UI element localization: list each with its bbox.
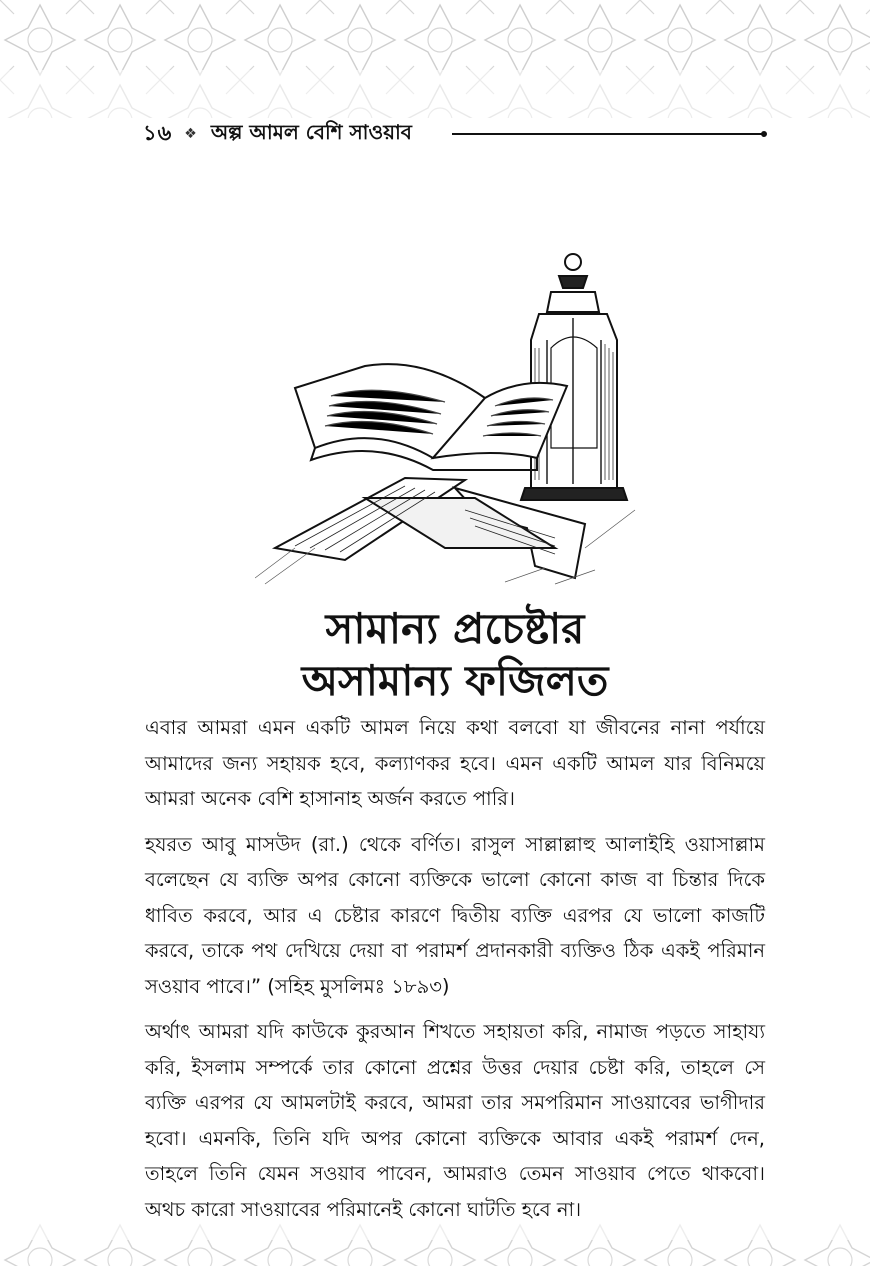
chapter-title	[140, 603, 770, 707]
diamond-icon: ❖	[184, 126, 197, 142]
paragraph-intro: এবার আমরা এমন একটি আমল নিয়ে কথা বলবো যা জীবনের নানা পর্যায়ে আমাদের জন্য সহায়ক হবে, কল্যাণকর হবে। এমন একটি আমল যার বিনিময়ে আমরা অনেক বেশি হাসানাহ অর্জন করতে পারি।	[145, 716, 765, 810]
running-title: অল্প আমল বেশি সাওয়াব	[210, 119, 412, 144]
bottom-ornament-pattern	[0, 1220, 870, 1266]
header-rule	[452, 133, 764, 135]
book-lantern-illustration	[255, 248, 655, 593]
running-header	[143, 118, 764, 150]
paragraph-hadith: হযরত আবু মাসউদ (রা.) থেকে বর্ণিত। রাসুল সাল্লাল্লাহু আলাইহি ওয়াসাল্লাম বলেছেন যে ব্যক্তি অপর কোনো ব্যক্তিকে ভালো কোনো কাজ বা চিন্তার দিকে ধাবিত করবে, আর এ চেষ্টার কারণে দ্বিতীয় ব্যক্তি এরপর যে ভালো কাজটি করবে, তাকে পথ দেখিয়ে দেয়া বা পরামর্শ প্রদানকারী ব্যক্তিও ঠিক একই পরিমান সওয়াব পাবে।” (সহিহ মুসলিমঃ ১৮৯৩)	[145, 832, 765, 998]
chapter-title-line-1: সামান্য প্রচেষ্টার	[325, 604, 585, 653]
top-ornament-pattern	[0, 0, 870, 118]
chapter-title-line-2: অসামান্য ফজিলত	[301, 656, 609, 705]
page-number: ১৬	[143, 120, 173, 145]
paragraph-explanation: অর্থাৎ আমরা যদি কাউকে কুরআন শিখতে সহায়তা করি, নামাজ পড়তে সাহায্য করি, ইসলাম সম্পর্কে তার কোনো প্রশ্নের উত্তর দেয়ার চেষ্টা করি, তাহলে সে ব্যক্তি এরপর যে আমলটাই করবে, আমরা তার সমপরিমান সাওয়াবের ভাগীদার হবো। এমনকি, তিনি যদি অপর কোনো ব্যক্তিকে আবার একই পরামর্শ দেন, তাহলে তিনি যেমন সওয়াব পাবেন, আমরাও তেমন সাওয়াব পেতে থাকবো। অথচ কারো সাওয়াবের পরিমানেই কোনো ঘাটতি হবে না।	[145, 1020, 765, 1221]
body-text	[145, 710, 765, 1237]
